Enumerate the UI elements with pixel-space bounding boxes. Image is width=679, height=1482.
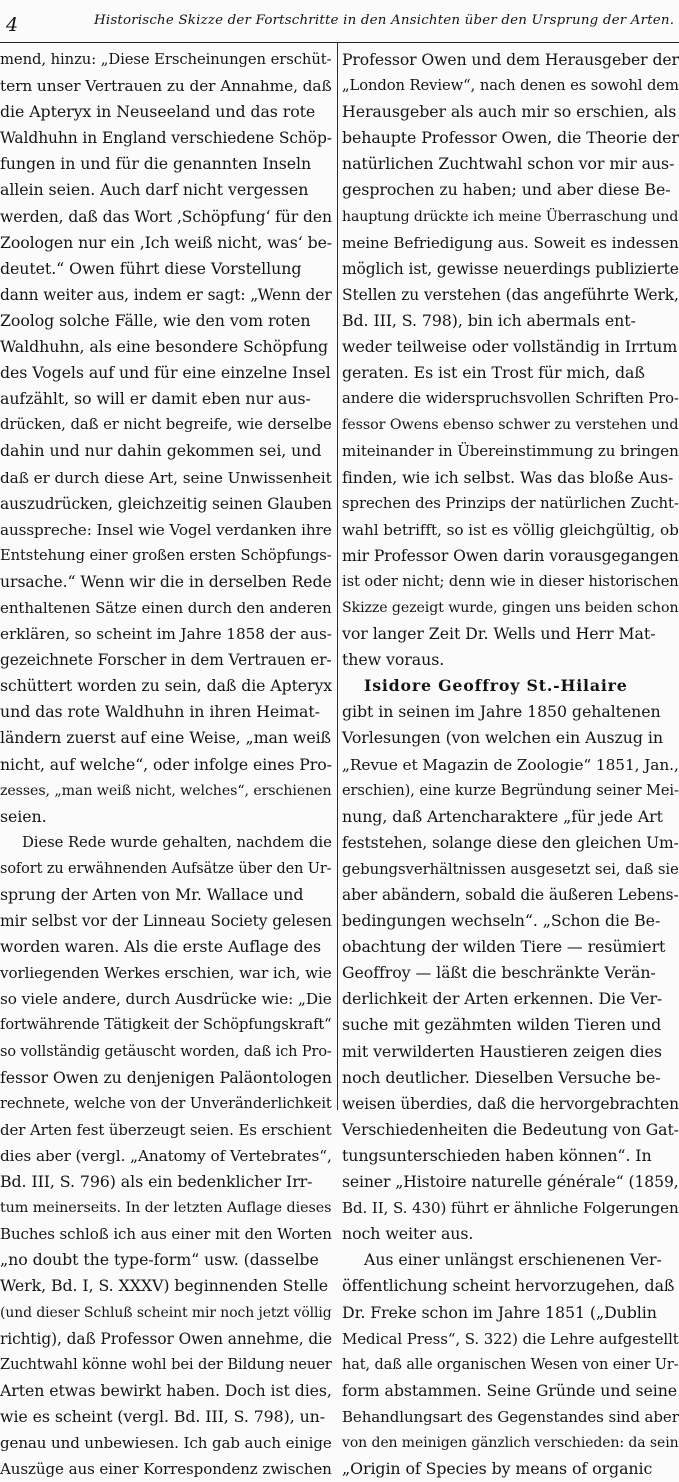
text-line: enthaltenen Sätze einen durch den anderen	[0, 598, 332, 617]
text-line: Dr. Freke schon im Jahre 1851 („Dublin	[342, 1302, 657, 1322]
text-line: so viele andere, durch Ausdrücke wie: „Die	[0, 990, 332, 1009]
text-line: Vorlesungen (von welchen ein Auszug in	[342, 728, 663, 748]
text-line: geraten. Es ist ein Trost für mich, daß	[342, 363, 645, 383]
text-line: fortwährende Tätigkeit der Schöpfungskraft“	[0, 1016, 332, 1034]
text-line: „Revue et Magazin de Zoologie“ 1851, Jan.,	[342, 755, 679, 774]
text-line: tungsunterschieden haben können“. In	[342, 1145, 652, 1165]
text-line: Entstehung einer großen ersten Schöpfungs-	[0, 546, 332, 564]
text-line: Verschiedenheiten die Bedeutung von Gat-	[342, 1119, 679, 1139]
text-line: aufzählt, so will er damit eben nur aus-	[0, 389, 311, 409]
text-line: Zuchtwahl könne wohl bei der Bildung neuer	[0, 1355, 332, 1373]
text-line: Bd. II, S. 430) führt er ähnliche Folgerungen	[342, 1199, 679, 1218]
text-line: tern unser Vertrauen zu der Annahme, daß	[0, 77, 332, 96]
text-line: Professor Owen und dem Herausgeber der	[342, 51, 679, 69]
text-line: gesprochen zu haben; und aber diese Be-	[342, 180, 671, 200]
text-line: „no doubt the type-form“ usw. (dasselbe	[0, 1250, 319, 1270]
text-line: mir Professor Owen darin vorausgegangen	[342, 546, 679, 565]
text-line: nicht, auf welche“, oder infolge eines Pro-	[0, 754, 332, 774]
text-line: rechnete, welche von der Unveränderlichkeit	[0, 1094, 332, 1112]
text-line: Behandlungsart des Gegenstandes sind aber	[342, 1407, 679, 1426]
text-line: suche mit gezähmten wilden Tieren und	[342, 1015, 662, 1035]
text-line: fessor Owen zu denjenigen Paläontologen	[0, 1067, 332, 1087]
text-line: Bd. III, S. 798), bin ich abermals ent-	[342, 310, 636, 330]
text-line: genau und unbewiesen. Ich gab auch einige	[0, 1433, 332, 1452]
text-line: weisen überdies, daß die hervorgebrachten	[342, 1094, 679, 1113]
text-line: Buches schloß ich aus einer mit den Worten	[0, 1225, 332, 1244]
text-line: Zoolog solche Fälle, wie den vom roten	[0, 310, 311, 330]
text-line: gezeichnete Forscher in dem Vertrauen er-	[0, 651, 332, 670]
text-line: obachtung der wilden Tiere — resümiert	[342, 937, 666, 957]
text-line: des Vogels auf und für eine einzelne Insel	[0, 363, 331, 383]
text-line: Geoffroy — läßt die beschränkte Verän-	[342, 963, 656, 983]
text-line: von den meinigen gänzlich verschieden: da sein	[342, 1434, 679, 1451]
text-line: erklären, so scheint im Jahre 1858 der aus-	[0, 625, 332, 644]
text-line: dann weiter aus, indem er sagt: „Wenn der	[0, 285, 332, 304]
text-line: erschien), eine kurze Begründung seiner Mei-	[342, 781, 679, 799]
text-line: dahin und nur dahin gekommen sei, und	[0, 441, 322, 461]
text-line: seiner „Histoire naturelle générale“ (1859,	[342, 1173, 679, 1192]
text-line: möglich ist, gewisse neuerdings publizierte	[342, 259, 679, 278]
text-line: ursache.“ Wenn wir die in derselben Rede	[0, 571, 332, 591]
text-line: daß er durch diese Art, seine Unwissenheit	[0, 468, 332, 487]
text-line: gebungsverhältnissen ausgesetzt sei, daß sie	[342, 859, 679, 878]
text-line: richtig), daß Professor Owen annehme, die	[0, 1329, 332, 1348]
text-line: Waldhuhn, als eine besondere Schöpfung	[0, 337, 329, 357]
text-line: thew voraus.	[342, 650, 445, 670]
text-line: allein seien. Auch darf nicht vergessen	[0, 180, 309, 200]
running-title: Historische Skizze der Fortschritte in den Ansichten über den Ursprung der Arten.	[94, 13, 675, 28]
text-line: miteinander in Übereinstimmung zu bringen	[342, 442, 679, 461]
text-line: noch deutlicher. Dieselben Versuche be-	[342, 1067, 661, 1087]
text-line: öffentlichung scheint hervorzugehen, daß	[342, 1276, 675, 1296]
text-line: mit verwilderten Haustieren zeigen dies	[342, 1041, 662, 1061]
text-line: mir selbst vor der Linneau Society gelesen	[0, 912, 332, 931]
text-line: Skizze gezeigt wurde, gingen uns beiden schon	[342, 599, 679, 616]
text-line: hauptung drückte ich meine Überraschung und	[342, 208, 679, 225]
text-line: schüttert worden zu sein, daß die Apteryx	[0, 676, 333, 696]
text-line: gibt in seinen im Jahre 1850 gehaltenen	[342, 702, 661, 722]
text-line: zesses, „man weiß nicht, welches“, erschienen	[0, 782, 332, 799]
text-line: noch weiter aus.	[342, 1224, 474, 1244]
text-line: tum meinerseits. In der letzten Auflage dieses	[0, 1200, 332, 1217]
text-line: dies aber (vergl. „Anatomy of Vertebrates“,	[0, 1146, 332, 1165]
text-line: Zoologen nur ein ‚Ich weiß nicht, was‘ be-	[0, 232, 333, 252]
text-line: derlichkeit der Arten erkennen. Die Ver-	[342, 989, 663, 1009]
text-line: sprechen des Prinzips der natürlichen Zucht-	[342, 494, 679, 512]
page-number: 4	[6, 14, 19, 36]
text-line: deutet.“ Owen führt diese Vorstellung	[0, 258, 302, 278]
text-line: Herausgeber als auch mir so erschien, als	[342, 102, 677, 122]
text-line: worden waren. Als die erste Auflage des	[0, 937, 321, 957]
text-line: Werk, Bd. I, S. XXXV) beginnenden Stelle	[0, 1276, 329, 1296]
text-line: fungen in und für die genannten Inseln	[0, 154, 312, 174]
text-line: fessor Owens ebenso schwer zu verstehen und	[342, 417, 679, 434]
text-line: Waldhuhn in England verschiedene Schöp-	[0, 129, 332, 148]
text-line: form abstammen. Seine Gründe und seine	[342, 1380, 678, 1400]
text-line: nung, daß Artencharaktere „für jede Art	[342, 806, 663, 826]
text-line: der Arten fest überzeugt seien. Es erschient	[0, 1120, 332, 1139]
text-line: ländern zuerst auf eine Weise, „man weiß	[0, 728, 332, 748]
text-line: vorliegenden Werkes erschien, war ich, wie	[0, 964, 332, 983]
text-line: auszudrücken, gleichzeitig seinen Glauben	[0, 494, 332, 513]
text-line: Stellen zu verstehen (das angeführte Werk,	[342, 285, 679, 304]
text-line: „London Review“, nach denen es sowohl dem	[342, 77, 679, 95]
text-line: andere die widerspruchsvollen Schriften Pro-	[342, 390, 679, 408]
text-line: Auszüge aus einer Korrespondenz zwischen	[0, 1460, 332, 1479]
text-line: Arten etwas bewirkt haben. Doch ist dies,	[0, 1380, 332, 1400]
text-line: die Apteryx in Neuseeland und das rote	[0, 102, 316, 122]
text-line: weder teilweise oder vollständig in Irrtum	[342, 337, 678, 357]
text-line: Medical Press“, S. 322) die Lehre aufgestellt	[342, 1329, 679, 1348]
text-line: feststehen, solange diese den gleichen Um-	[342, 833, 679, 852]
text-line: drücken, daß er nicht begreife, wie derselbe	[0, 416, 332, 434]
right-text-column	[342, 47, 679, 1479]
text-line: vor langer Zeit Dr. Wells und Herr Mat-	[342, 624, 656, 644]
text-line: werden, daß das Wort ‚Schöpfung‘ für den	[0, 207, 332, 226]
text-line: meine Befriedigung aus. Soweit es indessen	[342, 233, 679, 252]
text-line: behaupte Professor Owen, die Theorie der	[342, 128, 679, 148]
text-line: ist oder nicht; denn wie in dieser historischen	[342, 572, 679, 590]
text-line: Isidore Geoffroy St.-Hilaire	[364, 676, 628, 696]
page-header	[0, 0, 679, 46]
text-line: Diese Rede wurde gehalten, nachdem die	[22, 833, 332, 851]
text-line: mend, hinzu: „Diese Erscheinungen erschüt-	[0, 51, 332, 68]
text-line: ausspreche: Insel wie Vogel verdanken ihre	[0, 520, 332, 539]
text-line: Bd. III, S. 796) als ein bedenklicher Irr-	[0, 1172, 313, 1192]
text-line: (und dieser Schluß scheint mir noch jetzt völlig	[0, 1304, 332, 1321]
text-line: wahl betrifft, so ist es völlig gleichgültig, ob	[342, 520, 679, 539]
text-line: seien.	[0, 806, 47, 826]
text-line: sofort zu erwähnenden Aufsätze über den Ur-	[0, 860, 332, 877]
text-line: Aus einer unlängst erschienenen Ver-	[364, 1250, 662, 1270]
header-rule	[0, 42, 679, 43]
text-line: sprung der Arten von Mr. Wallace und	[0, 885, 304, 904]
text-line: aber abändern, sobald die äußeren Lebens-	[342, 886, 679, 904]
text-line: natürlichen Zuchtwahl schon vor mir aus-	[342, 154, 675, 174]
column-divider	[337, 42, 338, 1110]
text-line: bedingungen wechseln“. „Schon die Be-	[342, 911, 661, 931]
text-line: „Origin of Species by means of organic	[342, 1459, 653, 1479]
text-line: wie es scheint (vergl. Bd. III, S. 798), un-	[0, 1406, 326, 1426]
text-line: so vollständig getäuscht worden, daß ich Pro-	[0, 1043, 332, 1060]
text-line: finden, wie ich selbst. Was das bloße Aus-	[342, 467, 674, 487]
text-line: und das rote Waldhuhn in ihren Heimat-	[0, 702, 320, 722]
left-text-column	[0, 47, 333, 1479]
text-line: hat, daß alle organischen Wesen von einer Ur-	[342, 1356, 679, 1373]
